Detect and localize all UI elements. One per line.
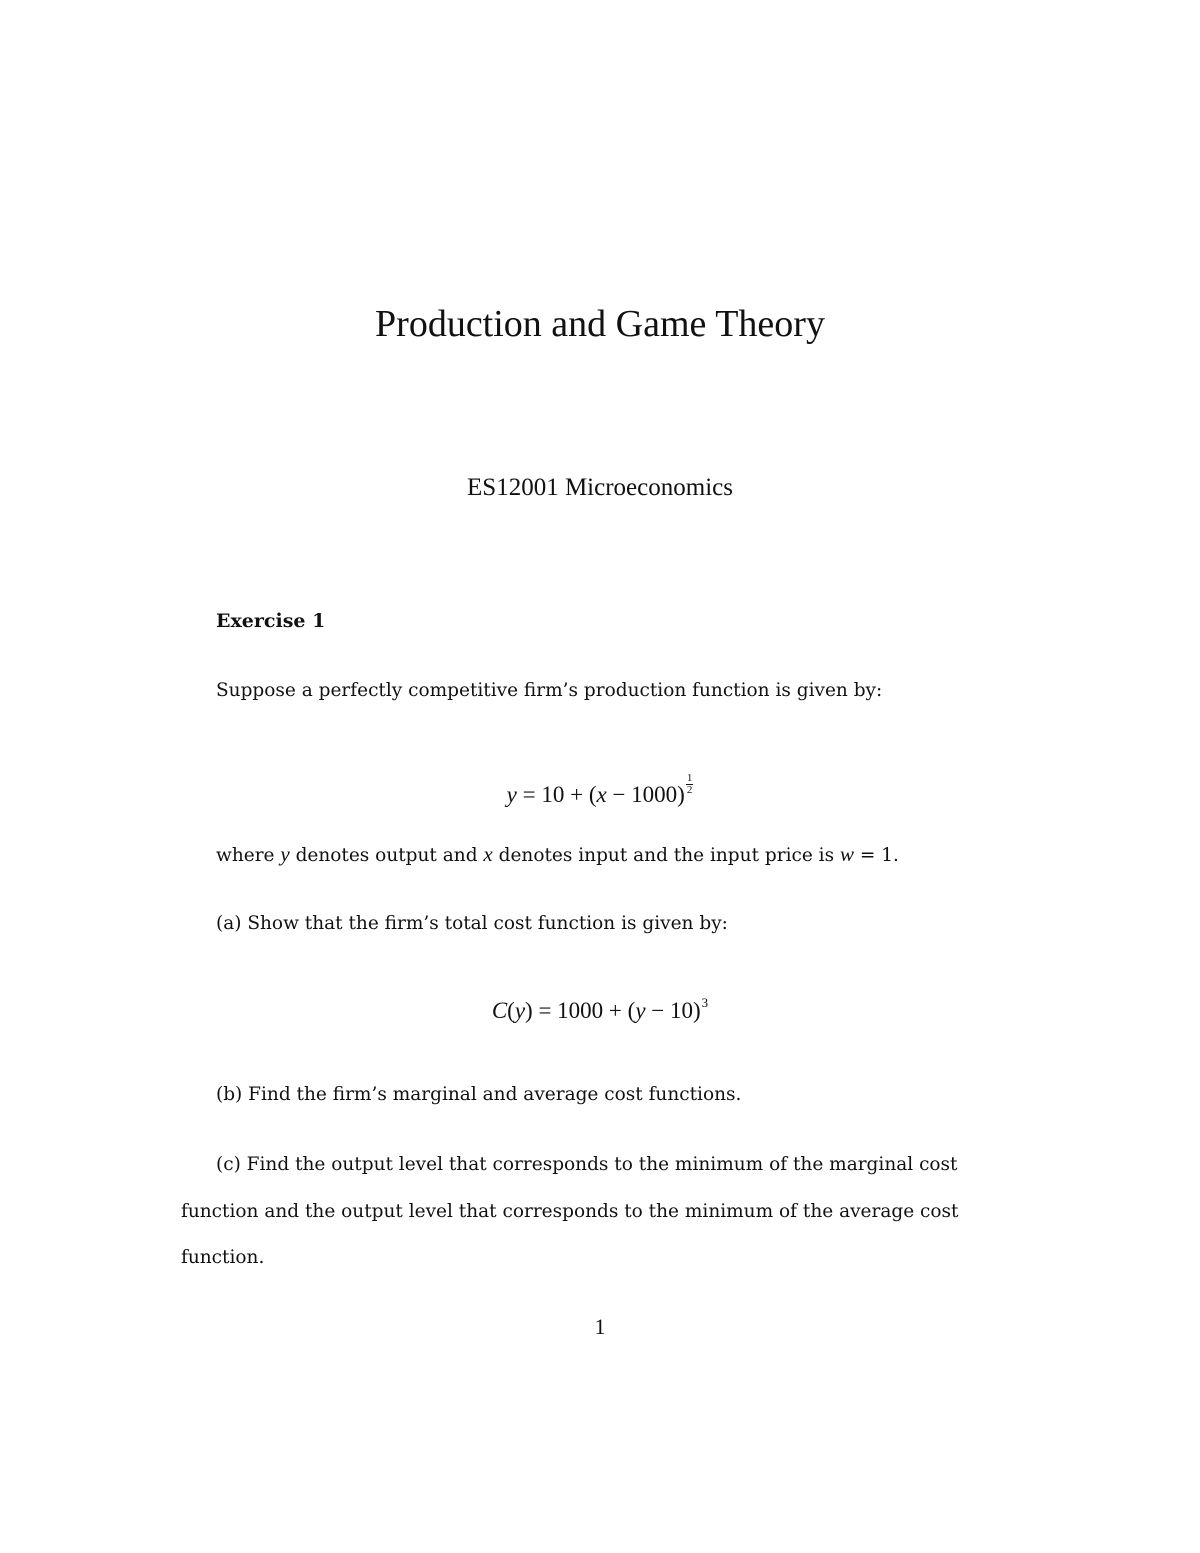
eq1-exp-numerator: 1	[686, 772, 693, 784]
page-number: 1	[594, 1314, 606, 1339]
where-paragraph	[216, 842, 899, 867]
eq1-equals: = 10 + (	[516, 782, 597, 807]
eq2-mid: ) = 1000 + (	[525, 998, 636, 1023]
where-var-w: w	[839, 842, 854, 866]
eq2-arg: y	[514, 998, 526, 1023]
where-var-x: x	[483, 842, 493, 866]
part-c-line-2: function and the output level that corresponds to the minimum of the average cost	[181, 1201, 959, 1222]
part-a-text: (a) Show that the firm’s total cost function is given by:	[216, 913, 728, 934]
eq1-exp-denominator: 2	[686, 784, 693, 796]
part-b-text: (b) Find the firm’s marginal and average cost functions.	[216, 1084, 742, 1105]
eq1-exponent-fraction	[686, 773, 694, 796]
intro-paragraph: Suppose a perfectly competitive firm’s production function is given by:	[216, 680, 883, 701]
where-text-4: = 1.	[853, 845, 899, 866]
where-var-y: y	[280, 842, 290, 866]
where-text-3: denotes input and the input price is	[492, 845, 840, 866]
where-text-1: where	[216, 845, 281, 866]
where-text-2: denotes output and	[289, 845, 484, 866]
exercise-heading: Exercise 1	[216, 610, 326, 632]
part-c-line-3: function.	[181, 1247, 265, 1268]
eq2-func: C	[491, 998, 508, 1023]
document-title: Production and Game Theory	[375, 303, 825, 345]
eq2-var: y	[635, 998, 646, 1023]
production-function-equation	[0, 773, 1200, 808]
course-subtitle: ES12001 Microeconomics	[467, 474, 733, 501]
cost-function-equation	[0, 995, 1200, 1024]
eq2-open: (	[507, 998, 515, 1023]
eq1-var: x	[596, 782, 607, 807]
part-c-line-1: (c) Find the output level that corresponds to the minimum of the marginal cost	[216, 1154, 958, 1175]
eq1-lhs: y	[506, 782, 517, 807]
eq1-rest: − 1000)	[606, 782, 685, 807]
eq2-rest: − 10)	[645, 998, 701, 1023]
eq2-exponent: 3	[701, 995, 709, 1010]
